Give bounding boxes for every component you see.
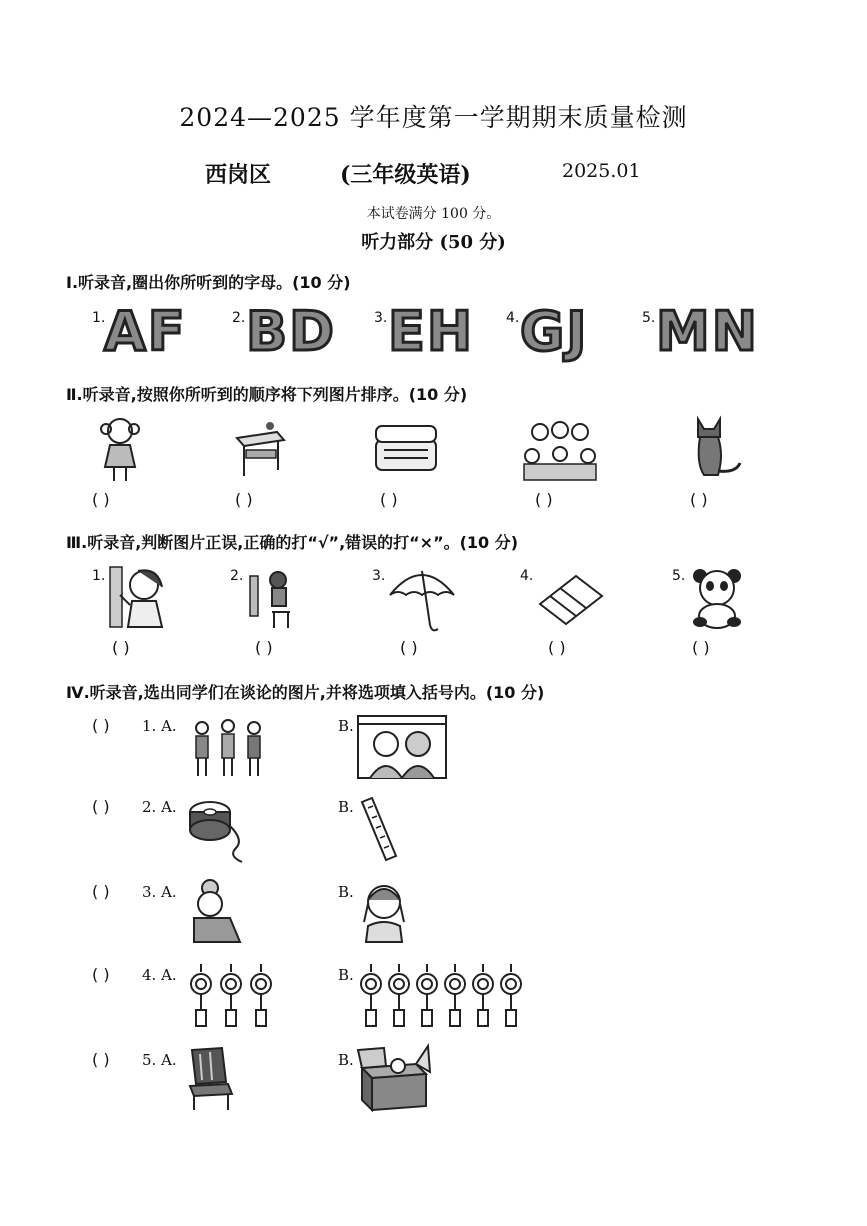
teachers-icon <box>356 714 448 780</box>
letter-item-num: 3. <box>374 310 388 326</box>
tf-item-num: 3. <box>372 568 386 584</box>
letter-item-num: 2. <box>232 310 246 326</box>
chair-icon <box>186 1046 236 1112</box>
eraser-icon <box>536 570 606 630</box>
option-b-label: B. <box>338 1051 354 1069</box>
answer-paren[interactable]: ( ) <box>548 638 566 657</box>
answer-paren[interactable]: ( ) <box>92 882 110 901</box>
answer-paren[interactable]: ( ) <box>92 965 110 984</box>
girl-pointing-icon <box>108 565 166 631</box>
page-title: 2024—2025 学年度第一学期期末质量检测 <box>179 103 688 132</box>
ruler-icon <box>358 796 398 864</box>
tape-icon <box>186 796 250 864</box>
pencil-box-icon <box>372 422 440 477</box>
grade-subject: (三年级英语) <box>340 162 471 188</box>
question-label: 3. A. <box>142 883 177 901</box>
question-label: 2. A. <box>142 798 177 816</box>
girl-sitting-icon <box>246 568 296 630</box>
district: 西岗区 <box>205 162 272 188</box>
part-title: 听力部分 (50 分) <box>361 232 506 253</box>
option-b-label: B. <box>338 966 354 984</box>
answer-paren[interactable]: ( ) <box>692 638 710 657</box>
tf-item-num: 4. <box>520 568 534 584</box>
answer-paren[interactable]: ( ) <box>235 490 253 509</box>
letter-item: EH <box>388 300 475 363</box>
answer-paren[interactable]: ( ) <box>92 1050 110 1069</box>
answer-paren[interactable]: ( ) <box>92 716 110 735</box>
letter-item-num: 5. <box>642 310 656 326</box>
panda-icon <box>688 566 746 630</box>
box-icon <box>356 1044 432 1112</box>
exam-date: 2025.01 <box>562 160 641 182</box>
answer-paren[interactable]: ( ) <box>92 490 110 509</box>
option-b-label: B. <box>338 798 354 816</box>
tf-item-num: 2. <box>230 568 244 584</box>
question-label: 1. A. <box>142 717 177 735</box>
family-icon <box>520 418 600 483</box>
tf-item-num: 1. <box>92 568 106 584</box>
option-b-label: B. <box>338 883 354 901</box>
option-b-label: B. <box>338 717 354 735</box>
answer-paren[interactable]: ( ) <box>380 490 398 509</box>
score-note: 本试卷满分 100 分。 <box>366 206 501 222</box>
grandma-icon <box>186 878 246 944</box>
letter-item: MN <box>656 300 759 363</box>
answer-paren[interactable]: ( ) <box>535 490 553 509</box>
letter-item: GJ <box>520 300 589 363</box>
answer-paren[interactable]: ( ) <box>112 638 130 657</box>
students-icon <box>188 716 268 778</box>
umbrella-icon <box>386 565 458 635</box>
desk-icon <box>232 418 287 483</box>
letter-item-num: 4. <box>506 310 520 326</box>
girl-icon <box>356 878 416 944</box>
letter-item-num: 1. <box>92 310 106 326</box>
three-knots-icon <box>186 962 276 1032</box>
cat-icon <box>690 415 745 480</box>
answer-paren[interactable]: ( ) <box>92 797 110 816</box>
answer-paren[interactable]: ( ) <box>255 638 273 657</box>
subtitle-row <box>0 158 867 190</box>
answer-paren[interactable]: ( ) <box>690 490 708 509</box>
section-4-title: Ⅳ.听录音,选出同学们在谈论的图片,并将选项填入括号内。(10 分) <box>66 683 545 702</box>
letter-item: AF <box>104 300 187 363</box>
six-knots-icon <box>356 962 528 1032</box>
question-label: 4. A. <box>142 966 177 984</box>
letter-item: BD <box>246 300 336 363</box>
girl-icon <box>95 415 145 485</box>
section-3-title: Ⅲ.听录音,判断图片正误,正确的打“√”,错误的打“×”。(10 分) <box>66 533 519 552</box>
section-2-title: Ⅱ.听录音,按照你所听到的顺序将下列图片排序。(10 分) <box>66 385 468 404</box>
tf-item-num: 5. <box>672 568 686 584</box>
answer-paren[interactable]: ( ) <box>400 638 418 657</box>
section-1-title: Ⅰ.听录音,圈出你所听到的字母。(10 分) <box>66 273 351 292</box>
question-label: 5. A. <box>142 1051 177 1069</box>
